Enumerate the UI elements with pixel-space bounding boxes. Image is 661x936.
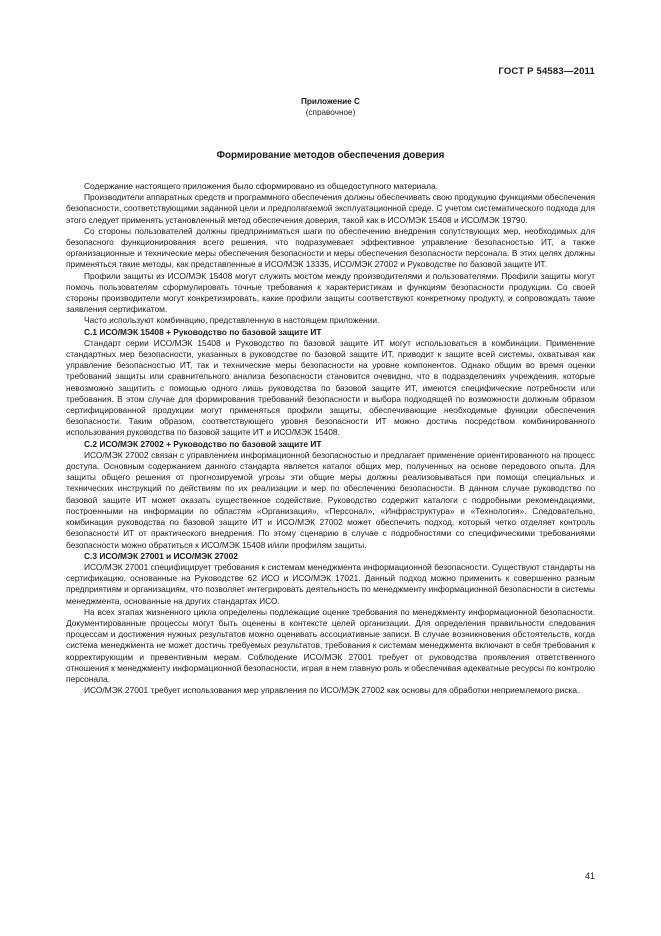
paragraph: Стандарт серии ИСО/МЭК 15408 и Руководство по базовой защите ИТ могут использоваться в комбинации. Применение стандартных мер безопасности, указанных в руководстве по базовой защите ИТ, приводит к защите всей системы, охватывая как управление безопасностью ИТ, так и технические меры безопасности на уровне компонентов. Однако общим во время оценки требований защиты или сравнительного анализа безопасности становится очевидно, что в подразделениях учреждения, которые невозможно защитить с помощью одного лишь руководства по базовой защите ИТ, имеются специфические потребности или требования. В этом случае для формирования требований безопасности и выбора подходящей по возможности должным образом сертифицированной продукции могут применяться профили защиты, обеспечивающие необходимые функции обеспечения безопасности. Таким образом, соответствующего уровня безопасности ИТ можно достичь посредством комбинированного использования руководства по базовой защите ИТ и ИСО/МЭК 15408. [66,337,595,438]
paragraph: Производители аппаратных средств и программного обеспечения должны обеспечивать свою продукцию функциями обеспечения безопасности, соответствующими заданной цели и предполагаемой эксплуатационной среде. С учетом систематического подхода для этого следует применять установленный метод обеспечения доверия, такой как в ИСО/МЭК 15408 и ИСО/МЭК 19790. [66,192,595,225]
annex-label: Приложение С [301,97,360,106]
paragraph: Содержание настоящего приложения было сформировано из общедоступного материала. [84,181,438,191]
doc-number: ГОСТ Р 54583—2011 [498,66,595,77]
paragraph: Профили защиты из ИСО/МЭК 15408 могут служить мостом между производителями и пользователями. Профили защиты могут помочь пользователям сформулировать точные требования к характеристикам и функциям безопасности продукции. Со своей стороны производители могут конкретизировать, какие профили защиты соответствуют конкретному продукту, и сопровождать такие заявления сертификатом. [66,270,595,315]
paragraph: Со стороны пользователей должны предприниматься шаги по обеспечению внедрения сопутствующих мер, необходимых для безопасного функционирования всего решения, что подразумевает эффективное управление безопасностью ИТ, а также организационные и технические меры обеспечения безопасности и меры обеспечения безопасности персонала. В этих целях должны применяться такие методы, как представленные в ИСО/МЭК 13335, ИСО/МЭК 27002 и Руководстве по базовой защите ИТ. [66,225,595,270]
paragraph: ИСО/МЭК 27001 специфицирует требования к системам менеджмента информационной безопасности. Существуют стандарты на сертификацию, основанные на Руководстве 62 ИСО и ИСО/МЭК 17021. Данный подход можно применить к совершенно разным предприятиям и организациям, что позволяет интегрировать деятельность по менеджменту информационной безопасности в системы менеджмента, основанные на других стандартах ИСО. [66,561,595,606]
section-heading: С.3 ИСО/МЭК 27001 и ИСО/МЭК 27002 [84,550,238,561]
page-number: 41 [584,871,595,881]
paragraph: ИСО/МЭК 27001 требует использования мер управления по ИСО/МЭК 27002 как основы для обработки неприемлемого риска. [84,685,580,696]
section-heading: С.1 ИСО/МЭК 15408 + Руководство по базовой защите ИТ [84,326,322,337]
document-body [66,181,595,696]
annex-block [0,97,661,118]
paragraph: ИСО/МЭК 27002 связан с управлением информационной безопасностью и предлагает применение ориентированного на процесс доступа. Основным содержанием данного стандарта является каталог общих мер, полученных на основе передового опыта. Для защиты общего решения от прогнозируемой угрозы эти общие меры должны реализовываться при помощи специальных и технических инструкций по действиям по их реализации и мер по обеспечению безопасности. В данном случае руководство по базовой защите ИТ может оказать существенное содействие. Руководство содержит каталоги с подробными рекомендациями, построенными на информации по областям «Организация», «Персонал», «Инфраструктура» и «Технология». Следовательно, комбинация руководства по базовой защите ИТ и ИСО/МЭК 27002 может обеспечить подход, который четко отделяет контроль безопасности ИТ от практического внедрения. По этому сценарию в случае с подробностями со специфическими требованиями безопасности можно обратиться к ИСО/МЭК 15408 и/или профилям защиты. [66,449,595,550]
annex-kind: (справочное) [305,107,356,117]
paragraph: На всех этапах жизненного цикла определены подлежащие оценке требования по менеджменту информационной безопасности. Документированные процессы могут быть оценены в контексте целей организации. Для определения правильности следования процессам и достижения нужных результатов можно оценивать ассоциативные записи. В случае возникновения обстоятельств, когда система менеджмента не может достичь требуемых результатов, требования к системам менеджмента включают в себя требования к корректирующим и превентивным мерам. Соблюдение ИСО/МЭК 27001 требует от руководства проявления ответственного отношения к менеджменту информационной безопасности, играя в нем главную роль и обеспечивая адекватные ресурсы по контролю персонала. [66,606,595,684]
page-title: Формирование методов обеспечения доверия [216,150,445,161]
section-heading: С.2 ИСО/МЭК 27002 + Руководство по базовой защите ИТ [84,438,322,449]
paragraph: Часто используют комбинацию, представленную в настоящем приложении. [84,315,380,326]
